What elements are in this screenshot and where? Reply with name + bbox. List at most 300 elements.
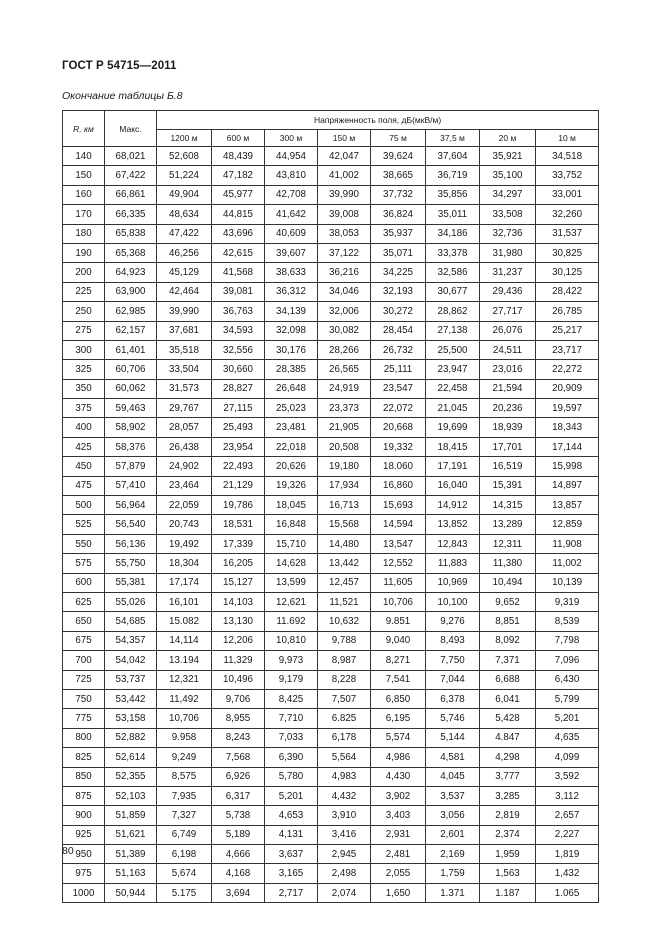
table-cell-value: 25,493 bbox=[212, 418, 265, 437]
table-cell-value: 30,660 bbox=[212, 360, 265, 379]
table-cell-value: 39,990 bbox=[157, 302, 212, 321]
table-row bbox=[63, 360, 599, 379]
table-cell-value: 2,945 bbox=[318, 845, 371, 864]
table-cell-value: 12,206 bbox=[212, 631, 265, 650]
table-cell-value: 23,481 bbox=[265, 418, 318, 437]
document-title: ГОСТ Р 54715—2011 bbox=[62, 60, 177, 72]
table-cell-value: 14,912 bbox=[426, 496, 480, 515]
table-cell-value: 42,047 bbox=[318, 147, 371, 166]
table-cell-value: 17,339 bbox=[212, 534, 265, 553]
table-cell-value: 8,243 bbox=[212, 728, 265, 747]
table-cell-distance: 180 bbox=[63, 224, 105, 243]
table-cell-value: 36,719 bbox=[426, 166, 480, 185]
table-cell-value: 37,681 bbox=[157, 321, 212, 340]
table-cell-value: 9,706 bbox=[212, 689, 265, 708]
table-cell-value: 32,098 bbox=[265, 321, 318, 340]
table-cell-value: 9,319 bbox=[536, 592, 599, 611]
table-row bbox=[63, 282, 599, 301]
table-cell-value: 37,732 bbox=[371, 185, 426, 204]
table-row bbox=[63, 864, 599, 883]
table-cell-distance: 450 bbox=[63, 457, 105, 476]
table-cell-value: 21,594 bbox=[480, 379, 536, 398]
table-row bbox=[63, 728, 599, 747]
table-cell-value: 8,425 bbox=[265, 689, 318, 708]
table-cell-value: 43,696 bbox=[212, 224, 265, 243]
table-cell-value: 18,939 bbox=[480, 418, 536, 437]
table-cell-value: 12,457 bbox=[318, 573, 371, 592]
table-cell-value: 16,848 bbox=[265, 515, 318, 534]
table-cell-value: 16,519 bbox=[480, 457, 536, 476]
table-cell-value: 10,810 bbox=[265, 631, 318, 650]
table-cell-distance: 800 bbox=[63, 728, 105, 747]
table-cell-max: 62,985 bbox=[105, 302, 157, 321]
table-cell-max: 67,422 bbox=[105, 166, 157, 185]
table-cell-max: 57,879 bbox=[105, 457, 157, 476]
table-cell-value: 35,071 bbox=[371, 243, 426, 262]
table-cell-value: 31,237 bbox=[480, 263, 536, 282]
table-cell-value: 2,374 bbox=[480, 825, 536, 844]
table-cell-value: 10,706 bbox=[371, 592, 426, 611]
table-cell-value: 9,276 bbox=[426, 612, 480, 631]
table-cell-value: 31,980 bbox=[480, 243, 536, 262]
table-cell-distance: 170 bbox=[63, 205, 105, 224]
table-cell-value: 8,851 bbox=[480, 612, 536, 631]
table-cell-value: 30,176 bbox=[265, 340, 318, 359]
column-header-height: 150 м bbox=[318, 130, 371, 147]
table-cell-value: 28,266 bbox=[318, 340, 371, 359]
table-cell-value: 13,857 bbox=[536, 496, 599, 515]
table-cell-distance: 160 bbox=[63, 185, 105, 204]
table-cell-distance: 950 bbox=[63, 845, 105, 864]
table-cell-value: 35,011 bbox=[426, 205, 480, 224]
table-cell-value: 7,327 bbox=[157, 806, 212, 825]
table-cell-max: 51,859 bbox=[105, 806, 157, 825]
table-cell-value: 4,635 bbox=[536, 728, 599, 747]
table-cell-value: 22,493 bbox=[212, 457, 265, 476]
table-row bbox=[63, 457, 599, 476]
table-row bbox=[63, 845, 599, 864]
table-cell-value: 16,713 bbox=[318, 496, 371, 515]
table-cell-value: 3,403 bbox=[371, 806, 426, 825]
table-row bbox=[63, 806, 599, 825]
table-cell-value: 11,492 bbox=[157, 689, 212, 708]
table-cell-value: 28,454 bbox=[371, 321, 426, 340]
table-cell-value: 39,607 bbox=[265, 243, 318, 262]
table-cell-value: 15,710 bbox=[265, 534, 318, 553]
table-cell-max: 56,540 bbox=[105, 515, 157, 534]
table-cell-max: 55,381 bbox=[105, 573, 157, 592]
page-number: 80 bbox=[62, 845, 74, 857]
table-cell-value: 45,129 bbox=[157, 263, 212, 282]
table-cell-value: 7,507 bbox=[318, 689, 371, 708]
table-cell-value: 11,329 bbox=[212, 651, 265, 670]
table-cell-value: 19,326 bbox=[265, 476, 318, 495]
table-cell-value: 4,045 bbox=[426, 767, 480, 786]
table-cell-value: 2,227 bbox=[536, 825, 599, 844]
table-cell-value: 19,492 bbox=[157, 534, 212, 553]
table-cell-value: 3,902 bbox=[371, 786, 426, 805]
table-cell-value: 2,931 bbox=[371, 825, 426, 844]
table-cell-value: 12,859 bbox=[536, 515, 599, 534]
table-cell-value: 36,763 bbox=[212, 302, 265, 321]
table-cell-value: 35,100 bbox=[480, 166, 536, 185]
table-cell-value: 39,624 bbox=[371, 147, 426, 166]
table-cell-distance: 575 bbox=[63, 554, 105, 573]
table-cell-value: 26,648 bbox=[265, 379, 318, 398]
table-cell-max: 54,685 bbox=[105, 612, 157, 631]
table-caption: Окончание таблицы Б.8 bbox=[62, 90, 183, 102]
table-cell-value: 10,100 bbox=[426, 592, 480, 611]
table-cell-max: 58,376 bbox=[105, 437, 157, 456]
column-header-height: 37,5 м bbox=[426, 130, 480, 147]
table-cell-value: 32,556 bbox=[212, 340, 265, 359]
table-cell-value: 3,537 bbox=[426, 786, 480, 805]
table-cell-value: 9,973 bbox=[265, 651, 318, 670]
table-row bbox=[63, 709, 599, 728]
table-cell-value: 35,518 bbox=[157, 340, 212, 359]
table-cell-value: 9,040 bbox=[371, 631, 426, 650]
table-cell-value: 5,574 bbox=[371, 728, 426, 747]
table-cell-value: 34,225 bbox=[371, 263, 426, 282]
table-row bbox=[63, 437, 599, 456]
table-cell-value: 47,422 bbox=[157, 224, 212, 243]
table-row bbox=[63, 631, 599, 650]
table-row bbox=[63, 767, 599, 786]
table-row bbox=[63, 651, 599, 670]
table-cell-max: 60,706 bbox=[105, 360, 157, 379]
table-cell-value: 48,439 bbox=[212, 147, 265, 166]
table-cell-max: 51,389 bbox=[105, 845, 157, 864]
table-cell-distance: 550 bbox=[63, 534, 105, 553]
table-cell-value: 4,653 bbox=[265, 806, 318, 825]
table-cell-value: 41,568 bbox=[212, 263, 265, 282]
table-cell-distance: 140 bbox=[63, 147, 105, 166]
table-row bbox=[63, 496, 599, 515]
table-cell-value: 5,428 bbox=[480, 709, 536, 728]
table-cell-value: 17,701 bbox=[480, 437, 536, 456]
table-cell-value: 26,565 bbox=[318, 360, 371, 379]
table-cell-value: 6.825 bbox=[318, 709, 371, 728]
table-cell-value: 16,101 bbox=[157, 592, 212, 611]
table-cell-distance: 700 bbox=[63, 651, 105, 670]
table-cell-value: 26,076 bbox=[480, 321, 536, 340]
table-cell-value: 32,736 bbox=[480, 224, 536, 243]
table-cell-value: 20,626 bbox=[265, 457, 318, 476]
table-cell-value: 21,045 bbox=[426, 399, 480, 418]
table-cell-value: 5,738 bbox=[212, 806, 265, 825]
table-cell-value: 34,046 bbox=[318, 282, 371, 301]
table-cell-value: 4,168 bbox=[212, 864, 265, 883]
field-strength-table bbox=[62, 110, 599, 903]
table-cell-value: 23,954 bbox=[212, 437, 265, 456]
table-cell-value: 2,481 bbox=[371, 845, 426, 864]
table-cell-value: 17,174 bbox=[157, 573, 212, 592]
column-header-height: 20 м bbox=[480, 130, 536, 147]
table-cell-value: 8,955 bbox=[212, 709, 265, 728]
table-cell-value: 8,987 bbox=[318, 651, 371, 670]
table-cell-value: 18,415 bbox=[426, 437, 480, 456]
table-cell-value: 6,195 bbox=[371, 709, 426, 728]
table-cell-value: 51,224 bbox=[157, 166, 212, 185]
table-cell-max: 51,163 bbox=[105, 864, 157, 883]
table-cell-max: 66,861 bbox=[105, 185, 157, 204]
table-cell-value: 5,201 bbox=[536, 709, 599, 728]
table-cell-max: 65,838 bbox=[105, 224, 157, 243]
table-cell-distance: 850 bbox=[63, 767, 105, 786]
table-cell-value: 14,480 bbox=[318, 534, 371, 553]
table-cell-value: 27,115 bbox=[212, 399, 265, 418]
table-cell-value: 1,650 bbox=[371, 883, 426, 902]
table-cell-value: 14,103 bbox=[212, 592, 265, 611]
table-cell-distance: 275 bbox=[63, 321, 105, 340]
table-cell-value: 9,788 bbox=[318, 631, 371, 650]
table-cell-value: 4,131 bbox=[265, 825, 318, 844]
table-cell-value: 3,694 bbox=[212, 883, 265, 902]
table-cell-value: 48,634 bbox=[157, 205, 212, 224]
table-cell-value: 36,312 bbox=[265, 282, 318, 301]
table-cell-distance: 375 bbox=[63, 399, 105, 418]
table-cell-value: 19,786 bbox=[212, 496, 265, 515]
table-cell-value: 3,910 bbox=[318, 806, 371, 825]
table-row bbox=[63, 379, 599, 398]
table-cell-value: 6,041 bbox=[480, 689, 536, 708]
table-cell-value: 15,391 bbox=[480, 476, 536, 495]
table-cell-value: 7,710 bbox=[265, 709, 318, 728]
table-cell-value: 23,464 bbox=[157, 476, 212, 495]
table-cell-value: 12,311 bbox=[480, 534, 536, 553]
table-cell-max: 53,737 bbox=[105, 670, 157, 689]
table-cell-value: 13,852 bbox=[426, 515, 480, 534]
table-cell-max: 65,368 bbox=[105, 243, 157, 262]
table-cell-value: 38,053 bbox=[318, 224, 371, 243]
table-cell-value: 7,096 bbox=[536, 651, 599, 670]
table-cell-value: 22,072 bbox=[371, 399, 426, 418]
table-cell-value: 3,416 bbox=[318, 825, 371, 844]
table-cell-value: 29,436 bbox=[480, 282, 536, 301]
table-cell-max: 62,157 bbox=[105, 321, 157, 340]
table-cell-value: 28,862 bbox=[426, 302, 480, 321]
table-cell-value: 7,371 bbox=[480, 651, 536, 670]
table-cell-value: 6,178 bbox=[318, 728, 371, 747]
table-cell-value: 5,144 bbox=[426, 728, 480, 747]
table-cell-value: 9.851 bbox=[371, 612, 426, 631]
table-cell-distance: 190 bbox=[63, 243, 105, 262]
table-cell-value: 9.958 bbox=[157, 728, 212, 747]
table-cell-value: 23,947 bbox=[426, 360, 480, 379]
table-cell-value: 10,496 bbox=[212, 670, 265, 689]
table-cell-value: 6,688 bbox=[480, 670, 536, 689]
table-cell-value: 38,633 bbox=[265, 263, 318, 282]
table-row bbox=[63, 243, 599, 262]
table-cell-value: 27,138 bbox=[426, 321, 480, 340]
table-cell-value: 41,642 bbox=[265, 205, 318, 224]
table-cell-value: 23,016 bbox=[480, 360, 536, 379]
table-cell-value: 20,236 bbox=[480, 399, 536, 418]
table-cell-value: 20,508 bbox=[318, 437, 371, 456]
table-cell-value: 5,780 bbox=[265, 767, 318, 786]
table-cell-value: 3,777 bbox=[480, 767, 536, 786]
table-cell-value: 34,593 bbox=[212, 321, 265, 340]
table-cell-value: 22,059 bbox=[157, 496, 212, 515]
table-cell-value: 11,908 bbox=[536, 534, 599, 553]
table-cell-value: 30,082 bbox=[318, 321, 371, 340]
table-row bbox=[63, 786, 599, 805]
table-row bbox=[63, 534, 599, 553]
table-cell-value: 20,668 bbox=[371, 418, 426, 437]
table-cell-value: 11,002 bbox=[536, 554, 599, 573]
table-cell-value: 16,860 bbox=[371, 476, 426, 495]
table-cell-value: 13.194 bbox=[157, 651, 212, 670]
table-cell-distance: 650 bbox=[63, 612, 105, 631]
table-cell-value: 26,438 bbox=[157, 437, 212, 456]
table-row bbox=[63, 205, 599, 224]
table-cell-max: 56,964 bbox=[105, 496, 157, 515]
table-cell-value: 23,547 bbox=[371, 379, 426, 398]
table-cell-max: 63,900 bbox=[105, 282, 157, 301]
table-cell-max: 58,902 bbox=[105, 418, 157, 437]
table-row bbox=[63, 883, 599, 902]
table-cell-max: 52,103 bbox=[105, 786, 157, 805]
table-cell-value: 28,057 bbox=[157, 418, 212, 437]
table-cell-distance: 900 bbox=[63, 806, 105, 825]
table-cell-value: 24,902 bbox=[157, 457, 212, 476]
table-cell-value: 13,547 bbox=[371, 534, 426, 553]
table-cell-value: 16,205 bbox=[212, 554, 265, 573]
table-cell-value: 7,798 bbox=[536, 631, 599, 650]
table-cell-distance: 975 bbox=[63, 864, 105, 883]
table-cell-value: 5,189 bbox=[212, 825, 265, 844]
table-cell-value: 13,442 bbox=[318, 554, 371, 573]
table-cell-value: 31,573 bbox=[157, 379, 212, 398]
table-cell-value: 15,693 bbox=[371, 496, 426, 515]
table-row bbox=[63, 418, 599, 437]
table-cell-value: 42,615 bbox=[212, 243, 265, 262]
table-cell-value: 1,563 bbox=[480, 864, 536, 883]
table-cell-max: 52,882 bbox=[105, 728, 157, 747]
table-cell-value: 41,002 bbox=[318, 166, 371, 185]
table-cell-distance: 925 bbox=[63, 825, 105, 844]
table-cell-distance: 600 bbox=[63, 573, 105, 592]
table-cell-distance: 400 bbox=[63, 418, 105, 437]
table-cell-value: 11,883 bbox=[426, 554, 480, 573]
table-cell-value: 12,621 bbox=[265, 592, 318, 611]
table-cell-value: 24,919 bbox=[318, 379, 371, 398]
table-cell-value: 1,432 bbox=[536, 864, 599, 883]
table-cell-value: 18.060 bbox=[371, 457, 426, 476]
table-cell-value: 8,493 bbox=[426, 631, 480, 650]
table-cell-value: 2,657 bbox=[536, 806, 599, 825]
table-cell-max: 56,136 bbox=[105, 534, 157, 553]
table-cell-value: 6,378 bbox=[426, 689, 480, 708]
table-cell-value: 2,074 bbox=[318, 883, 371, 902]
table-cell-value: 3,165 bbox=[265, 864, 318, 883]
table-cell-max: 52,355 bbox=[105, 767, 157, 786]
table-cell-value: 25,500 bbox=[426, 340, 480, 359]
table-row bbox=[63, 515, 599, 534]
table-cell-value: 14,114 bbox=[157, 631, 212, 650]
table-cell-distance: 150 bbox=[63, 166, 105, 185]
table-cell-value: 30,825 bbox=[536, 243, 599, 262]
table-cell-value: 11,380 bbox=[480, 554, 536, 573]
table-row bbox=[63, 573, 599, 592]
table-cell-value: 25,111 bbox=[371, 360, 426, 379]
table-cell-value: 32,586 bbox=[426, 263, 480, 282]
table-cell-value: 7,044 bbox=[426, 670, 480, 689]
table-cell-value: 45,977 bbox=[212, 185, 265, 204]
table-cell-value: 3,056 bbox=[426, 806, 480, 825]
table-cell-value: 36,216 bbox=[318, 263, 371, 282]
table-cell-value: 39,990 bbox=[318, 185, 371, 204]
table-cell-value: 11,605 bbox=[371, 573, 426, 592]
table-cell-value: 42,708 bbox=[265, 185, 318, 204]
table-cell-distance: 500 bbox=[63, 496, 105, 515]
table-cell-value: 15,998 bbox=[536, 457, 599, 476]
table-cell-value: 8,092 bbox=[480, 631, 536, 650]
table-cell-value: 37,122 bbox=[318, 243, 371, 262]
table-cell-value: 16,040 bbox=[426, 476, 480, 495]
table-cell-value: 52,608 bbox=[157, 147, 212, 166]
table-cell-max: 50,944 bbox=[105, 883, 157, 902]
table-cell-value: 5,746 bbox=[426, 709, 480, 728]
table-cell-value: 2,717 bbox=[265, 883, 318, 902]
table-row bbox=[63, 185, 599, 204]
table-cell-value: 9,179 bbox=[265, 670, 318, 689]
table-cell-value: 34,139 bbox=[265, 302, 318, 321]
table-cell-value: 39,081 bbox=[212, 282, 265, 301]
table-cell-value: 5,201 bbox=[265, 786, 318, 805]
table-cell-value: 44,954 bbox=[265, 147, 318, 166]
table-cell-value: 15.082 bbox=[157, 612, 212, 631]
table-cell-value: 1,819 bbox=[536, 845, 599, 864]
table-row bbox=[63, 476, 599, 495]
table-cell-value: 18,531 bbox=[212, 515, 265, 534]
table-cell-value: 17,934 bbox=[318, 476, 371, 495]
table-cell-value: 44,815 bbox=[212, 205, 265, 224]
table-cell-distance: 200 bbox=[63, 263, 105, 282]
table-cell-value: 49,904 bbox=[157, 185, 212, 204]
table-cell-value: 35,921 bbox=[480, 147, 536, 166]
table-cell-value: 32,193 bbox=[371, 282, 426, 301]
table-cell-value: 32,006 bbox=[318, 302, 371, 321]
table-cell-value: 28,422 bbox=[536, 282, 599, 301]
table-cell-value: 47,182 bbox=[212, 166, 265, 185]
table-cell-distance: 225 bbox=[63, 282, 105, 301]
table-row bbox=[63, 166, 599, 185]
table-cell-value: 34,518 bbox=[536, 147, 599, 166]
table-cell-value: 9,249 bbox=[157, 748, 212, 767]
table-cell-value: 17,191 bbox=[426, 457, 480, 476]
table-row bbox=[63, 592, 599, 611]
table-cell-value: 20,743 bbox=[157, 515, 212, 534]
table-cell-value: 22,272 bbox=[536, 360, 599, 379]
table-cell-value: 14,315 bbox=[480, 496, 536, 515]
table-cell-distance: 525 bbox=[63, 515, 105, 534]
table-cell-max: 59,463 bbox=[105, 399, 157, 418]
table-cell-max: 54,042 bbox=[105, 651, 157, 670]
table-row bbox=[63, 340, 599, 359]
column-header-height: 600 м bbox=[212, 130, 265, 147]
table-cell-value: 11.692 bbox=[265, 612, 318, 631]
table-cell-value: 30,125 bbox=[536, 263, 599, 282]
table-cell-value: 1.371 bbox=[426, 883, 480, 902]
table-cell-value: 7,541 bbox=[371, 670, 426, 689]
table-cell-value: 5,799 bbox=[536, 689, 599, 708]
table-cell-value: 17,144 bbox=[536, 437, 599, 456]
table-cell-value: 2,498 bbox=[318, 864, 371, 883]
table-cell-value: 6,926 bbox=[212, 767, 265, 786]
table-cell-value: 33,378 bbox=[426, 243, 480, 262]
table-cell-value: 35,937 bbox=[371, 224, 426, 243]
